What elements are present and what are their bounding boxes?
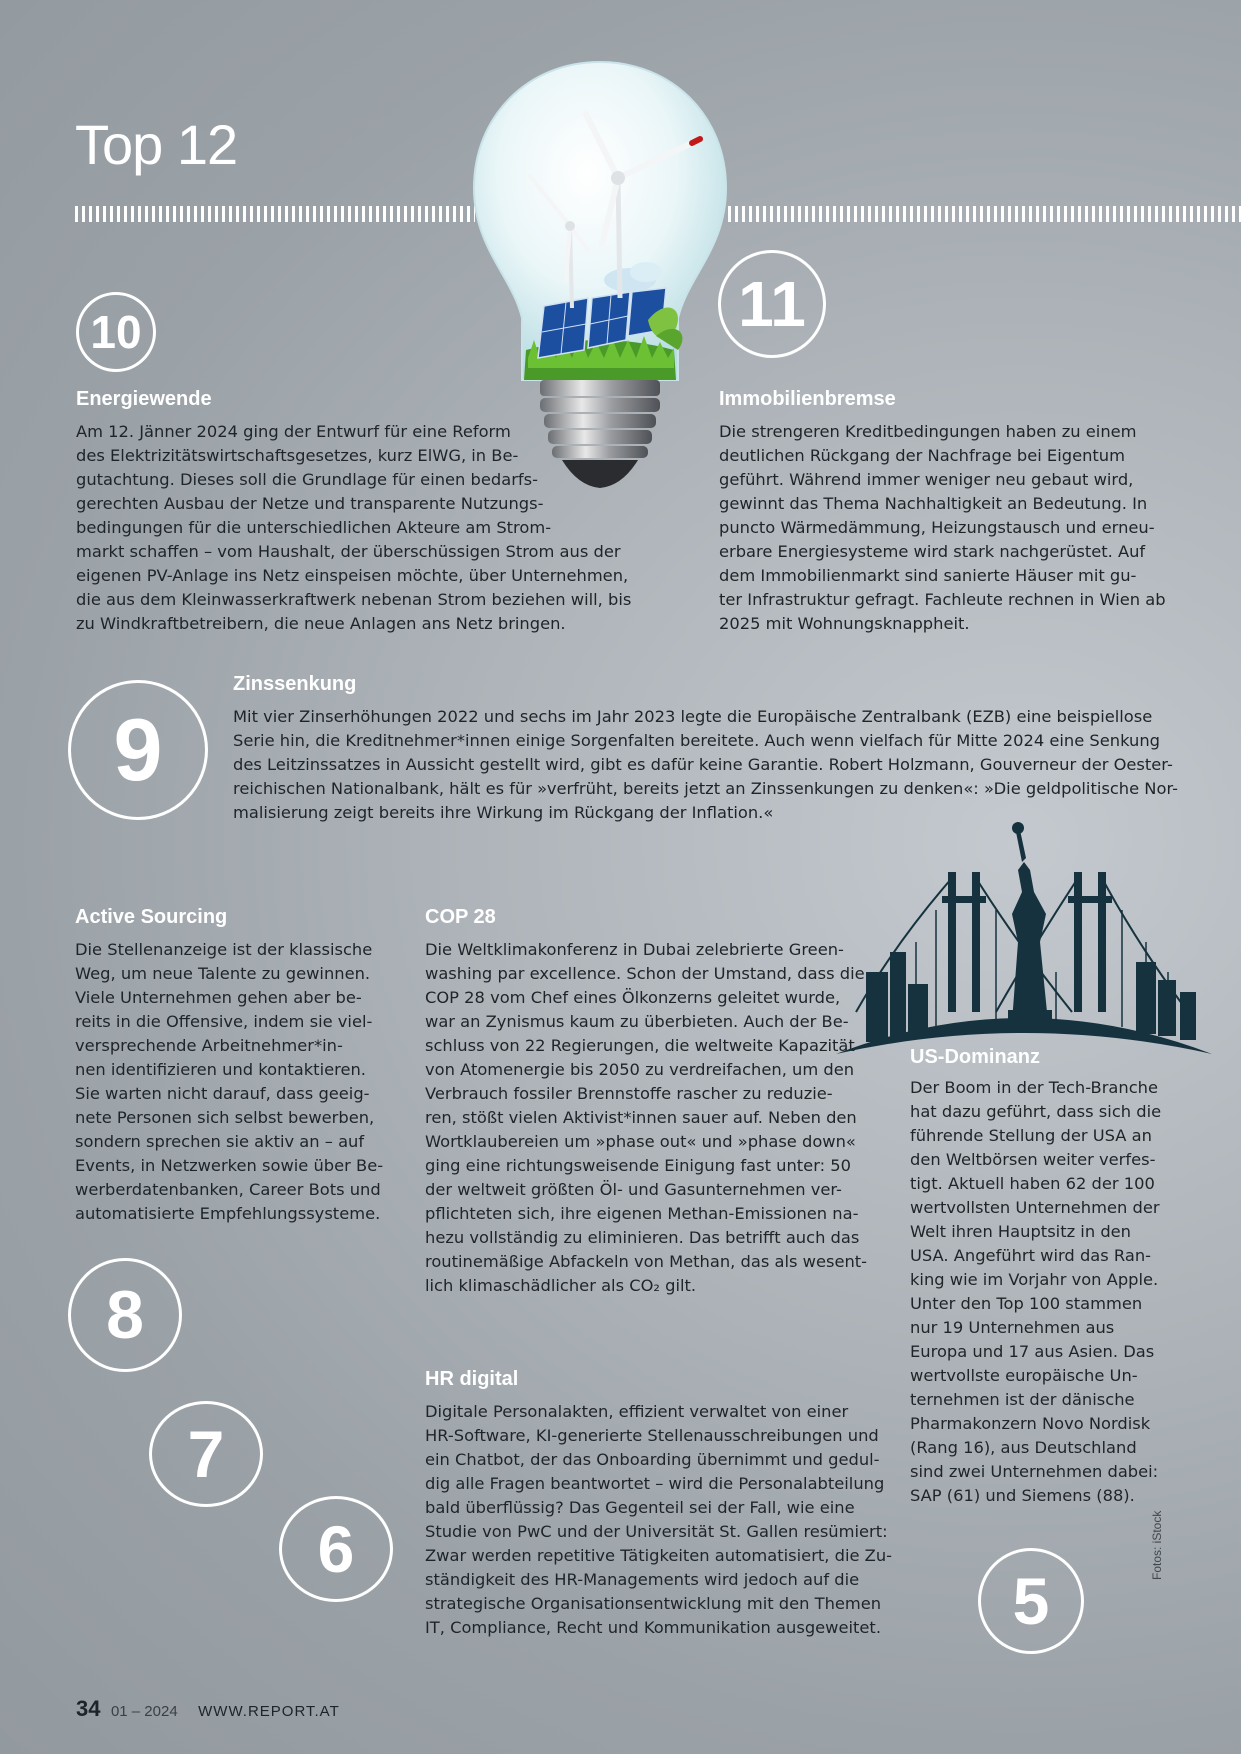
photo-credit: Fotos: iStock xyxy=(1150,1510,1164,1580)
text-hr-digital: Digitale Personalakten, effizient verwaltet von einer HR-Software, KI-generierte Stellenausschreibungen und ein Chatbot, der das Onboarding übernimmt und gedul- dig alle Fragen beantwortet – wird die Personalabteilung bald überflüssig? Das Gegenteil sei der Fall, wie eine Studie von PwC und der Universität St. Gallen resümiert: Zwar werden repetitive Tätigkeiten automatisiert, die Zu- ständigkeit des HR-Managements wird jedoch auf die strategische Organisationsentwicklung mit den Themen IT, Compliance, Recht und Kommunikation ausgeweitet. xyxy=(425,1402,893,1637)
decorative-ruler-left xyxy=(75,206,475,222)
number-circle-5: 5 xyxy=(978,1548,1084,1654)
number-circle-8: 8 xyxy=(68,1258,182,1372)
page-number: 34 xyxy=(76,1696,101,1721)
text-us-dominanz: Der Boom in der Tech-Branche hat dazu geführt, dass sich die führende Stellung der USA an den Weltbörsen weiter verfes- tigt. Aktuell haben 62 der 100 wertvollsten Unternehmen der Welt ihren Hauptsitz in den USA. Angeführt wird das Ran- king wie im Vorjahr von Apple. Unter den Top 100 stammen nur 19 Unternehmen aus Europa und 17 aus Asien. Das wertvollste europäische Un- ternehmen ist der dänische Pharmakonzern Novo Nordisk (Rang 16), aus Deutschland sind zwei Unternehmen dabei: SAP (61) und Siemens (88). xyxy=(910,1078,1162,1505)
text-zinssenkung: Mit vier Zinserhöhungen 2022 und sechs im Jahr 2023 legte die Europäische Zentralbank (EZB) eine beispiellose Serie hin, die Kreditnehmer*innen einige Sorgenfalten bereitete. Auch wenn vielfach für Mitte 2024 eine Senkung des Leitzinssatzes in Aussicht gestellt wird, gibt es dafür keine Garantie. Robert Holzmann, Gouverneur der Oester- reichischen Nationalbank, hält es für »verfrüht, bereits jetzt an Zinssenkungen zu denken«: »Die geldpolitische Nor- malisierung zeigt bereits ihre Wirkung im Rückgang der Inflation.« xyxy=(233,707,1178,822)
number-circle-10: 10 xyxy=(76,292,156,372)
footer xyxy=(76,1696,340,1722)
new-york-skyline-illustration xyxy=(836,822,1212,1058)
heading-immobilienbremse: Immobilienbremse xyxy=(719,388,896,410)
heading-cop28: COP 28 xyxy=(425,906,496,928)
website-link[interactable]: WWW.REPORT.AT xyxy=(198,1703,340,1720)
page-title: Top 12 xyxy=(75,113,238,176)
number-circle-9: 9 xyxy=(68,680,208,820)
heading-active-sourcing: Active Sourcing xyxy=(75,906,228,928)
text-immobilienbremse: Die strengeren Kreditbedingungen haben zu einem deutlichen Rückgang der Nachfrage bei Eigentum geführt. Während immer weniger neu gebaut wird, gewinnt das Thema Nachhaltigkeit an Bedeutung. In puncto Wärmedämmung, Heizungstausch und erneu- erbare Energiesysteme wird stark nachgerüstet. Auf dem Immobilienmarkt sind sanierte Häuser mit gu- ter Infrastruktur gefragt. Fachleute rechnen in Wien ab 2025 mit Wohnungsknappheit. xyxy=(719,422,1166,633)
text-energiewende: Am 12. Jänner 2024 ging der Entwurf für eine Reform des Elektrizitätswirtschaftsgesetzes, kurz ElWG, in Be- gutachtung. Dieses soll die Grundlage für einen bedarfs- gerechten Ausbau der Netze und transparente Nutzungs- bedingungen für die unterschiedlichen Akteure am Strom- markt schaffen – vom Haushalt, der überschüssigen Strom aus der eigenen PV-Anlage ins Netz einspeisen möchte, über Unternehmen, die aus dem Kleinwasserkraftwerk nebenan Strom beziehen will, bis zu Windkraftbetreibern, die neue Anlagen ans Netz bringen. xyxy=(76,422,632,633)
heading-hr-digital: HR digital xyxy=(425,1368,519,1390)
issue-date: 01 – 2024 xyxy=(110,1703,178,1720)
number-circle-6: 6 xyxy=(279,1496,393,1602)
decorative-ruler-right xyxy=(728,206,1241,222)
text-active-sourcing: Die Stellenanzeige ist der klassische Weg, um neue Talente zu gewinnen. Viele Unternehmen gehen aber be- reits in die Offensive, indem sie viel- versprechende Arbeitnehmer*in- nen identifizieren und kontaktieren. Sie warten nicht darauf, dass geeig- nete Personen sich selbst bewerben, sondern sprechen sie aktiv an – auf Events, in Netzwerken sowie über Be- werberdatenbanken, Career Bots und automatisierte Empfehlungssysteme. xyxy=(75,940,384,1223)
text-cop28: Die Weltklimakonferenz in Dubai zelebrierte Green- washing par excellence. Schon der Umstand, dass die COP 28 vom Chef eines Ölkonzerns geleitet wurde, war an Zynismus kaum zu überbieten. Auch der Be- schluss von 22 Regierungen, die weltweite Kapazität von Atomenergie bis 2050 zu verdreifachen, um den Verbrauch fossiler Brennstoffe rascher zu reduzie- ren, stößt vielen Aktivist*innen sauer auf. Neben den Wortklaubereien um »phase out« und »phase down« ging eine richtungsweisende Einigung fast unter: 50 der weltweit größten Öl- und Gasunternehmen ver- pflichteten sich, ihre eigenen Methan-Emissionen na- hezu vollständig zu eliminieren. Das betrifft auch das routinemäßige Abfackeln von Methan, das als wesent- lich klimaschädlicher als CO₂ gilt. xyxy=(425,940,868,1295)
number-circle-7: 7 xyxy=(149,1401,263,1507)
heading-us-dominanz: US-Dominanz xyxy=(910,1046,1040,1068)
number-circle-11: 11 xyxy=(718,250,826,358)
heading-zinssenkung: Zinssenkung xyxy=(233,673,357,695)
heading-energiewende: Energiewende xyxy=(76,388,212,410)
